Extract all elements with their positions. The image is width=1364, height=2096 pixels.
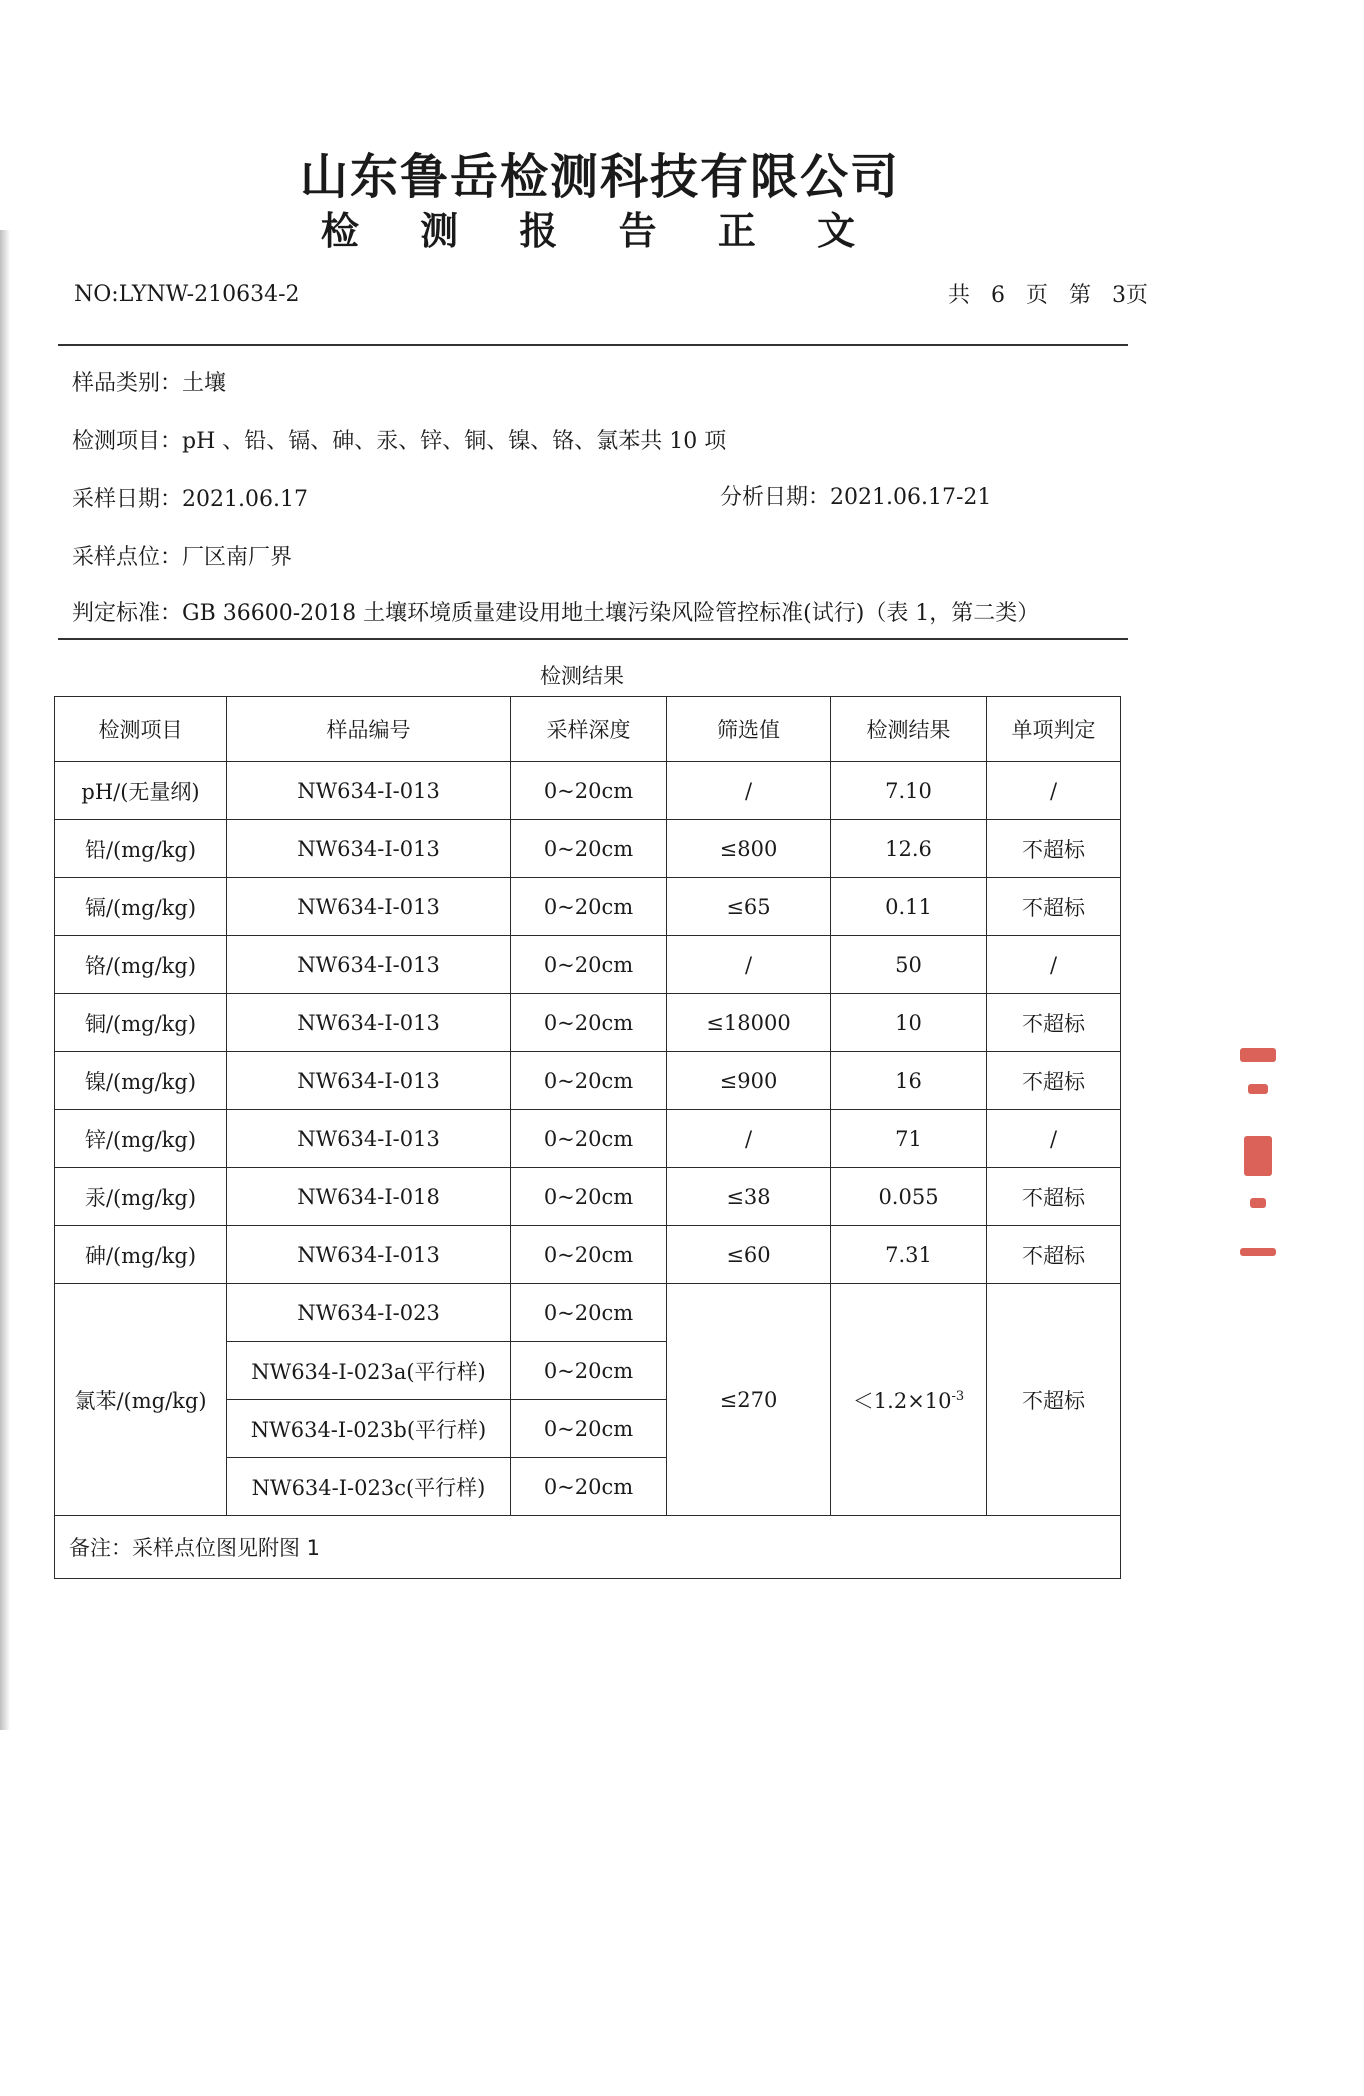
screening-value-cell: ≤60	[667, 1226, 831, 1284]
depth-cell: 0~20cm	[511, 1226, 667, 1284]
item-cell: 氯苯/(mg/kg)	[55, 1284, 227, 1516]
table-header-row	[55, 697, 1121, 762]
screening-value-cell: /	[667, 1110, 831, 1168]
result-cell: 7.10	[831, 762, 987, 820]
company-name: 山东鲁岳检测科技有限公司	[299, 149, 900, 205]
header-cell: 采样深度	[511, 697, 667, 762]
sample-id-cell: NW634-I-013	[227, 762, 511, 820]
header-cell: 检测项目	[55, 697, 227, 762]
scan-edge-shadow	[0, 230, 10, 1730]
depth-cell: 0~20cm	[511, 1342, 667, 1400]
result-cell	[831, 1284, 987, 1516]
judgement-cell: 不超标	[987, 1226, 1121, 1284]
result-cell: 7.31	[831, 1226, 987, 1284]
sample-type-value: 土壤	[182, 371, 227, 396]
analysis-date-value: 2021.06.17-21	[830, 485, 992, 510]
depth-cell: 0~20cm	[511, 762, 667, 820]
sample-id-cell: NW634-I-023b(平行样)	[227, 1400, 511, 1458]
table-row	[55, 820, 1121, 878]
screening-value-cell: /	[667, 762, 831, 820]
table-row	[55, 762, 1121, 820]
item-cell: 锌/(mg/kg)	[55, 1110, 227, 1168]
depth-cell: 0~20cm	[511, 936, 667, 994]
standard-line	[72, 596, 1039, 627]
sample-id-cell: NW634-I-013	[227, 994, 511, 1052]
document-title: 检 测 报 告 正 文	[320, 209, 880, 253]
screening-value-cell: ≤18000	[667, 994, 831, 1052]
document-number: NO:LYNW-210634-2	[74, 282, 300, 307]
screening-value-cell: ≤65	[667, 878, 831, 936]
sampling-date-line	[72, 482, 308, 513]
depth-cell: 0~20cm	[511, 1168, 667, 1226]
test-items-label: 检测项目：	[72, 429, 183, 454]
header-cell: 检测结果	[831, 697, 987, 762]
table-row	[55, 1226, 1121, 1284]
depth-cell: 0~20cm	[511, 878, 667, 936]
results-table	[54, 696, 1121, 1579]
screening-value-cell: /	[667, 936, 831, 994]
sample-id-cell: NW634-I-018	[227, 1168, 511, 1226]
screening-value-cell: ≤800	[667, 820, 831, 878]
judgement-cell: 不超标	[987, 1284, 1121, 1516]
sample-id-cell: NW634-I-013	[227, 1052, 511, 1110]
standard-label: 判定标准：	[72, 601, 183, 626]
judgement-cell: 不超标	[987, 1168, 1121, 1226]
table-row	[55, 1168, 1121, 1226]
page-info: 共 6 页 第 3页	[948, 283, 1148, 308]
item-cell: 砷/(mg/kg)	[55, 1226, 227, 1284]
results-caption: 检测结果	[540, 664, 624, 688]
sampling-location-value: 厂区南厂界	[182, 545, 293, 570]
header-cell: 样品编号	[227, 697, 511, 762]
depth-cell: 0~20cm	[511, 1400, 667, 1458]
judgement-cell: /	[987, 762, 1121, 820]
sample-id-cell: NW634-I-023	[227, 1284, 511, 1342]
sampling-location-label: 采样点位：	[72, 545, 183, 570]
header-cell: 单项判定	[987, 697, 1121, 762]
screening-value-cell: ≤900	[667, 1052, 831, 1110]
judgement-cell: /	[987, 936, 1121, 994]
depth-cell: 0~20cm	[511, 994, 667, 1052]
test-items-line	[72, 424, 726, 455]
sample-id-cell: NW634-I-013	[227, 936, 511, 994]
note-row	[55, 1516, 1121, 1579]
sampling-date-value: 2021.06.17	[182, 487, 308, 512]
judgement-cell: 不超标	[987, 994, 1121, 1052]
sample-id-cell: NW634-I-013	[227, 878, 511, 936]
sample-id-cell: NW634-I-013	[227, 1110, 511, 1168]
result-cell: 71	[831, 1110, 987, 1168]
sample-id-cell: NW634-I-013	[227, 1226, 511, 1284]
judgement-cell: /	[987, 1110, 1121, 1168]
sampling-date-label: 采样日期：	[72, 487, 183, 512]
result-cell: 0.055	[831, 1168, 987, 1226]
sample-type-label: 样品类别：	[72, 371, 183, 396]
item-cell: 镍/(mg/kg)	[55, 1052, 227, 1110]
judgement-cell: 不超标	[987, 878, 1121, 936]
standard-value: GB 36600-2018 土壤环境质量建设用地土壤污染风险管控标准(试行)（表 1，第二类）	[182, 601, 1040, 626]
result-base: ＜1.2×10	[852, 1388, 952, 1413]
result-exponent: -3	[951, 1388, 965, 1404]
sample-id-cell: NW634-I-023a(平行样)	[227, 1342, 511, 1400]
item-cell: 铬/(mg/kg)	[55, 936, 227, 994]
item-cell: 铜/(mg/kg)	[55, 994, 227, 1052]
header-divider	[58, 344, 1128, 346]
screening-value-cell: ≤38	[667, 1168, 831, 1226]
info-divider	[58, 638, 1128, 640]
analysis-date-label: 分析日期：	[720, 485, 831, 510]
depth-cell: 0~20cm	[511, 1458, 667, 1516]
depth-cell: 0~20cm	[511, 1284, 667, 1342]
table-row	[55, 994, 1121, 1052]
analysis-date-line	[720, 480, 991, 511]
table-row	[55, 936, 1121, 994]
table-row	[55, 1284, 1121, 1342]
item-cell: 镉/(mg/kg)	[55, 878, 227, 936]
sample-type-line	[72, 366, 226, 397]
item-cell: 汞/(mg/kg)	[55, 1168, 227, 1226]
depth-cell: 0~20cm	[511, 1110, 667, 1168]
item-cell: 铅/(mg/kg)	[55, 820, 227, 878]
depth-cell: 0~20cm	[511, 1052, 667, 1110]
judgement-cell: 不超标	[987, 1052, 1121, 1110]
depth-cell: 0~20cm	[511, 820, 667, 878]
table-row	[55, 878, 1121, 936]
judgement-cell: 不超标	[987, 820, 1121, 878]
sampling-location-line	[72, 540, 292, 571]
result-cell: 10	[831, 994, 987, 1052]
result-cell: 12.6	[831, 820, 987, 878]
screening-value-cell: ≤270	[667, 1284, 831, 1516]
sample-id-cell: NW634-I-013	[227, 820, 511, 878]
result-cell: 50	[831, 936, 987, 994]
table-row	[55, 1110, 1121, 1168]
result-cell: 0.11	[831, 878, 987, 936]
result-cell: 16	[831, 1052, 987, 1110]
sample-id-cell: NW634-I-023c(平行样)	[227, 1458, 511, 1516]
header-cell: 筛选值	[667, 697, 831, 762]
seal-stamp-fragment	[1240, 1048, 1276, 1270]
test-items-value: pH 、铅、镉、砷、汞、锌、铜、镍、铬、氯苯共 10 项	[182, 429, 727, 454]
item-cell: pH/(无量纲)	[55, 762, 227, 820]
remark-cell: 备注：采样点位图见附图 1	[55, 1516, 1121, 1579]
table-row	[55, 1052, 1121, 1110]
